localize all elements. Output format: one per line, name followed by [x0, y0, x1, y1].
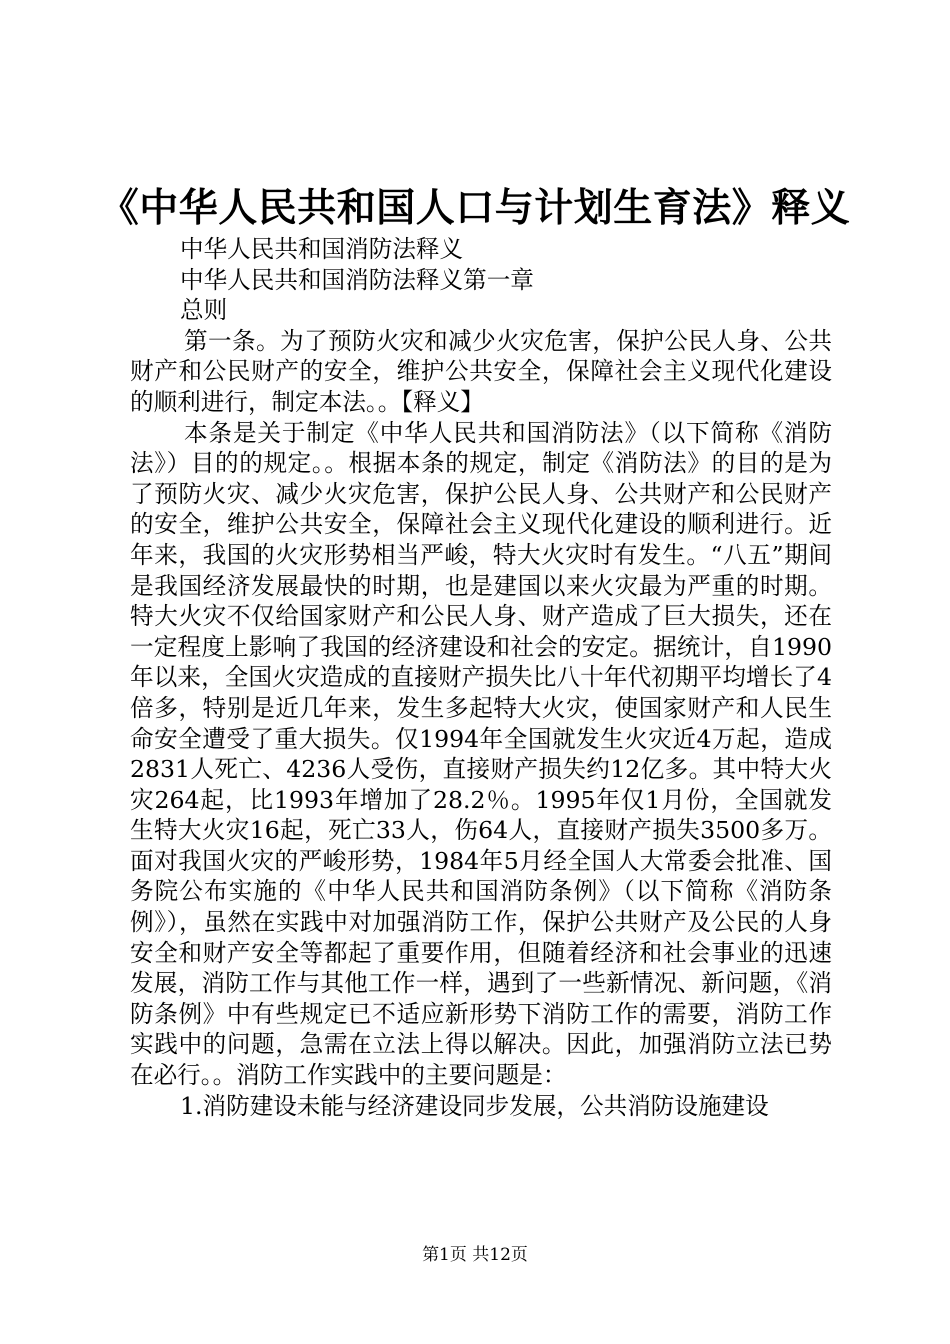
- paragraph-subtitle-1: 中华人民共和国消防法释义: [180, 235, 464, 263]
- page-footer: 第1页 共12页: [422, 1245, 528, 1265]
- paragraph-chapter-heading: 总则: [180, 296, 228, 325]
- document-title: 《中华人民共和国人口与计划生育法》释义: [99, 185, 851, 231]
- document-body: [130, 234, 832, 1121]
- paragraph-article-1: 第一条。为了预防火灾和减少火灾危害，保护公民人身、公共财产和公民财产的安全，维护公共安全，保障社会主义现代化建设的顺利进行，制定本法。。【释义】: [130, 326, 832, 416]
- paragraph-list-item-1: 1.消防建设未能与经济建设同步发展，公共消防设施建设: [180, 1091, 769, 1120]
- paragraph-subtitle-2: 中华人民共和国消防法释义第一章: [180, 265, 534, 294]
- paragraph-interpretation: 本条是关于制定《中华人民共和国消防法》（以下简称《消防法》）目的的规定。。根据本条的规定，制定《消防法》的目的是为了预防火灾、减少火灾危害，保护公民人身、公共财产和公民财产的安全，维护公共安全，保障社会主义现代化建设的顺利进行。近年来，我国的火灾形势相当严峻，特大火灾时有发生。“八五”期间是我国经济发展最快的时期，也是建国以来火灾最为严重的时期。特大火灾不仅给国家财产和公民人身、财产造成了巨大损失，还在一定程度上影响了我国的经济建设和社会的安定。据统计，自1990年以来，全国火灾造成的直接财产损失比八十年代初期平均增长了4倍多，特别是近几年来，发生多起特大火灾，使国家财产和人民生命安全遭受了重大损失。仅1994年全国就发生火灾近4万起，造成2831人死亡、4236人受伤，直接财产损失约12亿多。其中特大火灾264起，比1993年增加了28.2％。1995年仅1月份，全国就发生特大火灾16起，死亡33人，伤64人，直接财产损失3500多万。面对我国火灾的严峻形势，1984年5月经全国人大常委会批准、国务院公布实施的《中华人民共和国消防条例》（以下简称《消防条例》），虽然在实践中对加强消防工作，保护公共财产及公民的人身安全和财产安全等都起了重要作用，但随着经济和社会事业的迅速发展，消防工作与其他工作一样，遇到了一些新情况、新问题，《消防条例》中有些规定已不适应新形势下消防工作的需要，消防工作实践中的问题，急需在立法上得以解决。因此，加强消防立法已势在必行。。消防工作实践中的主要问题是：: [130, 418, 832, 1090]
